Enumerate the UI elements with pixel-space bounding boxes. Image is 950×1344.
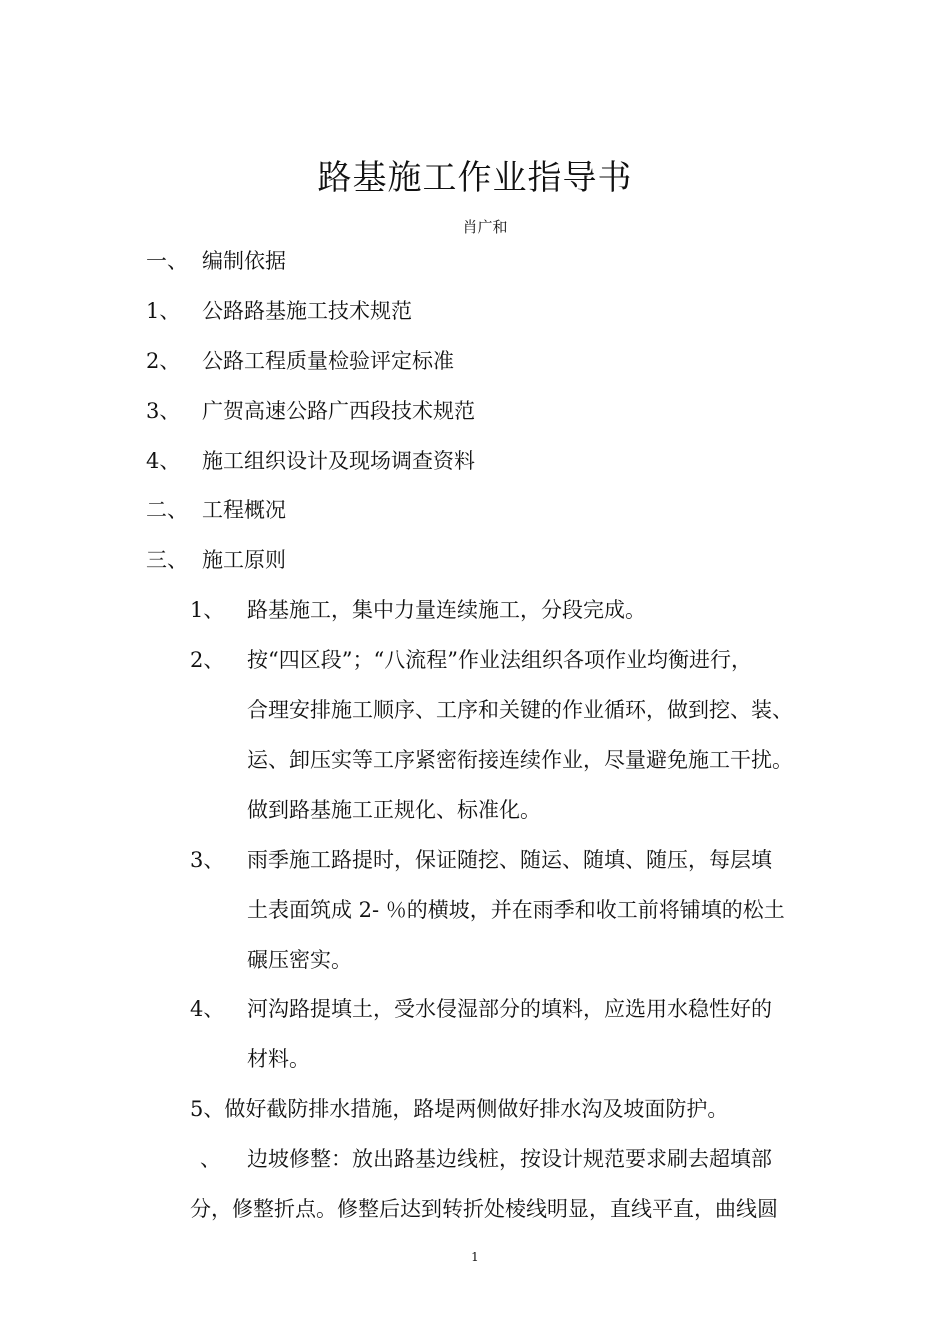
section-number: 二、 (146, 498, 188, 522)
principle-text-line: 河沟路提填土，受水侵湿部分的填料，应选用水稳性好的 (247, 997, 772, 1021)
list-item: 公路工程质量检验评定标准 (202, 349, 454, 373)
principle-text-line: 雨季施工路提时，保证随挖、随运、随填、随压，每层填 (247, 848, 772, 872)
section-heading: 施工原则 (202, 548, 286, 572)
document-title: 路基施工作业指导书 (317, 158, 633, 198)
list-item-number: 4、 (146, 449, 181, 473)
principle-text-line: 合理安排施工顺序、工序和关键的作业循环，做到挖、装、 (247, 698, 793, 722)
principle-text-line: 碾压密实。 (247, 948, 352, 972)
principle-text-line: 分，修整折点。修整后达到转折处棱线明显，直线平直，曲线圆 (190, 1197, 778, 1221)
principle-number: 、 (200, 1147, 221, 1171)
principle-number: 1、 (190, 598, 225, 622)
principle-number: 4、 (190, 997, 225, 1021)
section-number: 三、 (146, 548, 188, 572)
section-number: 一、 (146, 249, 188, 273)
list-item-number: 2、 (146, 349, 181, 373)
list-item: 广贺高速公路广西段技术规范 (202, 399, 475, 423)
principle-text-line: 做到路基施工正规化、标准化。 (247, 798, 541, 822)
author-name: 肖广和 (462, 218, 508, 236)
principle-text-line: 材料。 (247, 1047, 310, 1071)
list-item-number: 1、 (146, 299, 181, 323)
principle-number: 2、 (190, 648, 225, 672)
principle-text-line: 边坡修整：放出路基边线桩，按设计规范要求刷去超填部 (247, 1147, 772, 1171)
list-item-number: 3、 (146, 399, 181, 423)
principle-text: 5、做好截防排水措施，路堤两侧做好排水沟及坡面防护。 (190, 1097, 729, 1121)
section-heading: 工程概况 (202, 498, 286, 522)
principle-text: 路基施工，集中力量连续施工，分段完成。 (247, 598, 646, 622)
list-item: 公路路基施工技术规范 (202, 299, 412, 323)
principle-text-line: 土表面筑成 2- ％的横坡，并在雨季和收工前将铺填的松土 (247, 898, 785, 922)
page-number: 1 (471, 1250, 479, 1264)
principle-text-line: 按“四区段”；“八流程”作业法组织各项作业均衡进行， (247, 648, 752, 672)
principle-number: 3、 (190, 848, 225, 872)
section-heading: 编制依据 (202, 249, 286, 273)
list-item: 施工组织设计及现场调查资料 (202, 449, 475, 473)
principle-text-line: 运、卸压实等工序紧密衔接连续作业，尽量避免施工干扰。 (247, 748, 793, 772)
